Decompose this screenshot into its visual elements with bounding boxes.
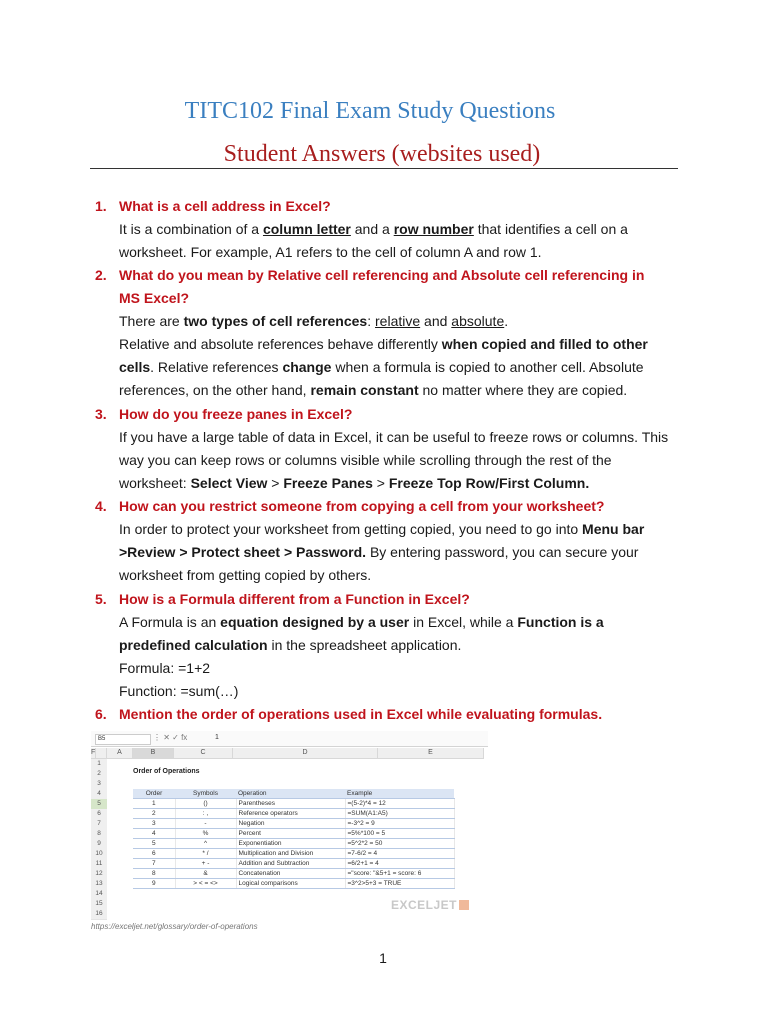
exceljet-logo-icon bbox=[459, 900, 469, 910]
column-header-c: C bbox=[174, 748, 233, 759]
question-3 bbox=[95, 403, 353, 426]
row-header-3: 3 bbox=[91, 779, 107, 790]
row-header-9: 9 bbox=[91, 839, 107, 850]
row-header-1: 1 bbox=[91, 759, 107, 770]
table-cell: 4 bbox=[133, 829, 175, 839]
table-cell: () bbox=[175, 799, 236, 809]
page-number: 1 bbox=[379, 950, 387, 966]
table-cell: 2 bbox=[133, 809, 175, 819]
formula-value: 1 bbox=[215, 734, 219, 741]
table-cell: % bbox=[175, 829, 236, 839]
table-cell: 1 bbox=[133, 799, 175, 809]
question-number: 5. bbox=[95, 591, 107, 607]
row-header-2: 2 bbox=[91, 769, 107, 780]
row-header-10: 10 bbox=[91, 849, 107, 860]
row-header-8: 8 bbox=[91, 829, 107, 840]
table-cell: =SUM(A1:A5) bbox=[345, 809, 454, 819]
document-title: TITC102 Final Exam Study Questions bbox=[184, 98, 556, 124]
question-number: 6. bbox=[95, 706, 107, 722]
question-number: 4. bbox=[95, 498, 107, 514]
table-cell: =-3^2 = 9 bbox=[345, 819, 454, 829]
answer-1: It is a combination of a column letter and a row number that identifies a cell on a worksheet. For example, A1 refers to the cell of column A and row 1. bbox=[119, 221, 628, 261]
row-header-4: 4 bbox=[91, 789, 107, 800]
question-text: What do you mean by Relative cell referencing and Absolute cell referencing in MS Excel? bbox=[119, 267, 645, 306]
table-header: Symbols bbox=[175, 789, 236, 799]
table-cell: & bbox=[175, 869, 236, 879]
table-row bbox=[133, 819, 454, 829]
question-4 bbox=[95, 495, 605, 518]
name-box: B5 bbox=[95, 734, 151, 745]
title-divider bbox=[90, 168, 678, 169]
table-row bbox=[133, 839, 454, 849]
formula-example: Formula: =1+2 bbox=[119, 660, 211, 676]
answer-4: In order to protect your worksheet from getting copied, you need to go into Menu bar >Review > Protect sheet > Password. By entering password, you can secure your worksheet from getting copied by others. bbox=[119, 521, 645, 584]
table-cell: 3 bbox=[133, 819, 175, 829]
row-header-12: 12 bbox=[91, 869, 107, 880]
table-header: Order bbox=[133, 789, 175, 799]
table-cell: 7 bbox=[133, 859, 175, 869]
table-cell: Exponentiation bbox=[236, 839, 345, 849]
table-cell: =(5-2)*4 = 12 bbox=[345, 799, 454, 809]
table-cell: Negation bbox=[236, 819, 345, 829]
table-cell: =5^2*2 = 50 bbox=[345, 839, 454, 849]
answer-5: A Formula is an equation designed by a user in Excel, while a Function is a predefined calculation in the spreadsheet application. bbox=[119, 614, 604, 654]
row-header-5: 5 bbox=[91, 799, 107, 810]
question-2 bbox=[95, 264, 645, 306]
formula-icons: ⋮ ✕ ✓ fx bbox=[153, 733, 188, 742]
table-cell: Percent bbox=[236, 829, 345, 839]
table-cell: ="score: "&5+1 = score: 6 bbox=[345, 869, 454, 879]
function-example: Function: =sum(…) bbox=[119, 683, 239, 699]
column-header-b: B bbox=[133, 748, 174, 759]
row-header-6: 6 bbox=[91, 809, 107, 820]
question-text: What is a cell address in Excel? bbox=[119, 198, 331, 214]
table-cell: Logical comparisons bbox=[236, 879, 345, 889]
table-cell: Parentheses bbox=[236, 799, 345, 809]
row-header-14: 14 bbox=[91, 889, 107, 900]
answer-2-para-2: Relative and absolute references behave differently when copied and filled to other cells. Relative references change when a formula is copied to another cell. Absolute references, on the other hand, remain constant no matter where they are copied. bbox=[119, 336, 648, 399]
document-subtitle: Student Answers (websites used) bbox=[223, 141, 541, 167]
question-text: How do you freeze panes in Excel? bbox=[119, 406, 353, 422]
row-header-7: 7 bbox=[91, 819, 107, 830]
table-row bbox=[133, 879, 454, 889]
table-cell: - bbox=[175, 819, 236, 829]
question-text: Mention the order of operations used in Excel while evaluating formulas. bbox=[119, 706, 603, 722]
table-row bbox=[133, 869, 454, 879]
table-row bbox=[133, 809, 454, 819]
table-cell: Addition and Subtraction bbox=[236, 859, 345, 869]
answer-2-para-1: There are two types of cell references: relative and absolute. bbox=[119, 313, 509, 329]
question-number: 1. bbox=[95, 198, 107, 214]
table-row bbox=[133, 829, 454, 839]
spreadsheet-image bbox=[91, 731, 488, 920]
table-cell: > < = <> bbox=[175, 879, 236, 889]
question-number: 3. bbox=[95, 406, 107, 422]
table-cell: =5%*100 = 5 bbox=[345, 829, 454, 839]
answer-3: If you have a large table of data in Excel, it can be useful to freeze rows or columns. This way you can keep rows or columns visible while scrolling through the rest of the worksheet: Select View > Freeze Panes > Freeze Top Row/First Column. bbox=[119, 429, 669, 492]
table-cell: : , bbox=[175, 809, 236, 819]
column-header-f: F bbox=[91, 748, 96, 759]
table-cell: 8 bbox=[133, 869, 175, 879]
table-cell: Concatenation bbox=[236, 869, 345, 879]
table-cell: Reference operators bbox=[236, 809, 345, 819]
table-header: Example bbox=[345, 789, 454, 799]
table-row bbox=[133, 799, 454, 809]
table-cell: Multiplication and Division bbox=[236, 849, 345, 859]
exceljet-watermark: EXCELJET bbox=[391, 897, 469, 912]
formula-bar bbox=[91, 731, 488, 747]
table-cell: =7-6/2 = 4 bbox=[345, 849, 454, 859]
table-cell: ^ bbox=[175, 839, 236, 849]
source-citation: https://exceljet.net/glossary/order-of-operations bbox=[91, 922, 258, 931]
column-header-d: D bbox=[233, 748, 378, 759]
sheet-heading: Order of Operations bbox=[133, 768, 200, 775]
row-header-15: 15 bbox=[91, 899, 107, 910]
table-cell: =6/2+1 = 4 bbox=[345, 859, 454, 869]
table-cell: + - bbox=[175, 859, 236, 869]
table-cell: 5 bbox=[133, 839, 175, 849]
question-5 bbox=[95, 588, 470, 611]
table-row bbox=[133, 849, 454, 859]
table-header: Operation bbox=[236, 789, 345, 799]
question-text: How is a Formula different from a Function in Excel? bbox=[119, 591, 470, 607]
question-number: 2. bbox=[95, 267, 107, 283]
table-cell: =3^2>5+3 = TRUE bbox=[345, 879, 454, 889]
column-header-e: E bbox=[378, 748, 484, 759]
table-row bbox=[133, 859, 454, 869]
table-cell: * / bbox=[175, 849, 236, 859]
question-6 bbox=[95, 703, 603, 726]
row-header-16: 16 bbox=[91, 909, 107, 920]
table-cell: 6 bbox=[133, 849, 175, 859]
row-header-11: 11 bbox=[91, 859, 107, 870]
row-header-13: 13 bbox=[91, 879, 107, 890]
question-1 bbox=[95, 195, 331, 218]
order-of-operations-table bbox=[133, 789, 455, 889]
column-header-a: A bbox=[107, 748, 133, 759]
question-text: How can you restrict someone from copying a cell from your worksheet? bbox=[119, 498, 605, 514]
table-cell: 9 bbox=[133, 879, 175, 889]
